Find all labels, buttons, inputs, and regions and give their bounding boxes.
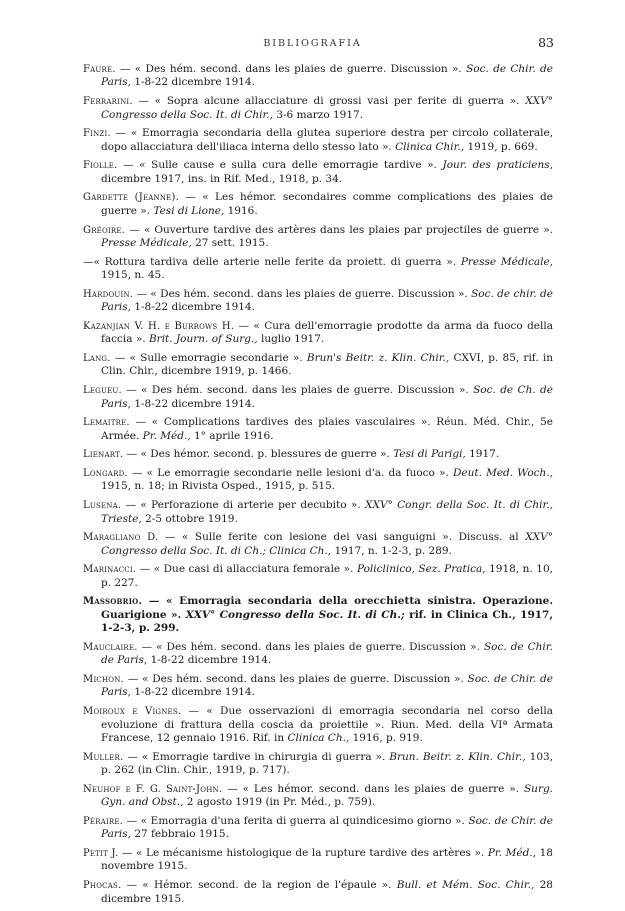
entry-source: Bull. et Mém. Soc. Chir.,	[396, 879, 535, 892]
entry-source: Deut. Med. Woch.,	[452, 467, 553, 480]
entry-details: 1917, n. 1-2-3, p. 289.	[334, 544, 452, 557]
entry-details: 1-8-22 dicembre 1914.	[150, 654, 272, 667]
entry-author: Lusena.	[83, 500, 122, 512]
entry-author: Massobrio.	[83, 596, 143, 608]
entry-details: 1-8-22 dicembre 1914.	[134, 301, 255, 314]
entry-details: CXVI, p. 85, rif. in Clin. Chir., dicembre 1919, p. 1466.	[101, 351, 553, 378]
entry-title: — « Hémor. second. de la region de l'épaule ».	[126, 879, 392, 892]
entry-details: 1-8-22 dicembre 1914.	[134, 397, 255, 410]
entry-author: Mauclaire.	[83, 641, 138, 653]
entry-source: Brun. Beitr. z. Klin. Chir.,	[389, 750, 526, 763]
bibliography-entry	[83, 531, 553, 558]
bibliography-entry	[83, 159, 553, 186]
entry-title: — « Des hém. second. dans les plaies de guerre. Discussion ».	[136, 287, 468, 300]
bibliography-entry	[83, 595, 553, 635]
entry-title: — « Des hém. second. dans les plaies de guerre. Discussion ».	[126, 384, 469, 397]
bibliography-entry	[83, 879, 553, 906]
entry-title: — « Perforazione di arterie per decubito ».	[125, 499, 361, 512]
entry-source: XXV° Congresso della Soc. It. di Chir.,	[101, 95, 553, 121]
entry-source: Soc. de Chir. de Paris,	[101, 63, 553, 89]
entry-details: 28 dicembre 1915.	[101, 879, 553, 905]
entry-details: 1915, n. 45.	[101, 269, 165, 282]
entry-details: 1-8-22 dicembre 1914.	[134, 686, 255, 699]
entry-source: Presse Médicale,	[101, 236, 192, 249]
entry-author: Maragliano D.	[83, 532, 159, 544]
entry-source: Clinica Chir.,	[395, 140, 465, 153]
entry-author: Petit J.	[83, 848, 119, 860]
bibliography-entry	[83, 499, 553, 526]
entry-source: XXV° Congr. della Soc. It. di Chir., Trieste,	[101, 499, 553, 525]
bibliography-entry	[83, 127, 553, 154]
entry-source: Tesi di Lione,	[153, 204, 225, 217]
entry-title: — « Emorragia secondaria della orecchietta sinistra. Operazione. Guarigione ».	[101, 595, 553, 621]
entry-source: Pr. Méd.,	[487, 847, 537, 860]
bibliography-entry	[83, 815, 553, 842]
entry-author: Legueu.	[83, 385, 122, 397]
entry-source: Jour. des praticiens,	[442, 159, 554, 172]
running-head: BIBLIOGRAFIA	[263, 38, 362, 49]
bibliography-entry	[83, 563, 553, 590]
entry-title: — « Des hém. second. dans les plaies de guerre. Discussion ».	[127, 673, 464, 686]
entry-title: — « Le mécanisme histologique de la rupture tardive des artères ».	[121, 847, 485, 860]
entry-author: Hardouin.	[83, 288, 134, 300]
entry-title: — « Complications tardives des plaies vasculaires ». Réun. Méd. Chir., 5e Armée.	[101, 416, 553, 442]
entry-title: — « Le emorragie secondarie nelle lesioni d'a. da fuoco ».	[132, 467, 449, 480]
entry-source: Presse Médicale,	[460, 255, 553, 268]
bibliography-entry	[83, 352, 553, 379]
entry-author: Gréoire.	[83, 224, 126, 236]
entry-details: 1916.	[227, 204, 258, 217]
entry-author: Kazanjian V. H. e Burrows H.	[83, 320, 235, 332]
entry-details: rif. in Clinica Ch., 1917, 1-2-3, p. 299.	[101, 608, 554, 635]
bibliography-entry	[83, 191, 553, 218]
entry-source: Soc. de Ch. de Paris,	[101, 384, 553, 410]
bibliography-list	[83, 63, 553, 911]
entry-details: dicembre 1917, ins. in Rif. Med., 1918, p. 34.	[101, 172, 343, 185]
bibliography-entry	[83, 467, 553, 494]
entry-details: 1-8-22 dicembre 1914.	[134, 76, 255, 89]
entry-author: Gardette (Jeanne).	[83, 192, 179, 204]
entry-title: — « Sulle ferite con lesione dei vasi sanguigni ». Discuss. al	[164, 531, 519, 544]
bibliography-entry	[83, 641, 553, 668]
entry-title: — « Ouverture tardive des artères dans les plaies par projectiles de guerre ».	[129, 223, 553, 236]
entry-details: luglio 1917.	[260, 333, 325, 346]
entry-details: 18 novembre 1915.	[101, 847, 553, 873]
entry-source: Brun's Beitr. z. Klin. Chir.,	[306, 351, 450, 364]
entry-author: Faure.	[83, 64, 116, 75]
bibliography-entry	[83, 95, 553, 122]
entry-details: 103, p. 262 (in Clin. Chir., 1919, p. 717).	[101, 750, 554, 777]
entry-details: 1915, n. 18; in Rivista Osped., 1915, p. 515.	[101, 480, 336, 493]
entry-details: 1918, n. 10, p. 227.	[101, 563, 553, 589]
bibliography-entry	[83, 847, 553, 874]
bibliography-entry	[83, 448, 553, 461]
entry-author: Lienart.	[83, 449, 124, 461]
entry-source: Brit. Journ. of Surg.,	[148, 333, 258, 346]
page-number: 83	[538, 35, 554, 50]
bibliography-entry	[83, 416, 553, 443]
entry-details: 2 agosto 1919 (in Pr. Méd., p. 759).	[186, 796, 376, 809]
entry-title: — « Emorragie tardive in chirurgia di guerra ».	[127, 750, 386, 763]
entry-author: Moiroux e Vignes.	[83, 706, 182, 718]
bibliography-entry	[83, 224, 553, 251]
entry-details: 27 sett. 1915.	[195, 236, 269, 249]
entry-details: 1° aprile 1916.	[193, 429, 274, 442]
entry-author: Marinacci.	[83, 564, 137, 576]
entry-title: — « Des hém. second. dans les plaies de guerre. Discussion ».	[141, 640, 480, 653]
entry-source: Surg. Gyn. and Obst.,	[101, 782, 554, 809]
entry-title: — « Due osservazioni di emorragia secondaria nel corso della evoluzione di frattura della coscia da proiettile ». Riun. Med. della VIª Armata Francese, 12 gennaio 1916. Rif. in	[101, 705, 553, 744]
bibliography-entry	[83, 384, 553, 411]
entry-source: Soc. de Chir. de Paris,	[101, 673, 553, 699]
entry-title: — « Emorragia d'una ferita di guerra al quindicesimo giorno ».	[126, 814, 465, 827]
entry-title: — « Les hémor. second. dans les plaies de guerre ».	[227, 782, 520, 795]
entry-source: Soc. de Chir. de Paris,	[101, 640, 553, 667]
entry-author: Neuhof e F. G. Saint-John.	[83, 783, 223, 795]
bibliography-entry	[83, 673, 553, 700]
entry-source: Soc. de Chir. de Paris,	[101, 814, 553, 841]
entry-details: 27 febbraio 1915.	[134, 828, 229, 841]
entry-title: — « Sopra alcune allacciature di grossi vasi per ferite di guerra ».	[138, 95, 520, 108]
bibliography-entry	[83, 705, 553, 745]
bibliography-entry	[83, 63, 553, 90]
entry-details: 1917.	[469, 448, 500, 461]
entry-details: 1919, p. 669.	[467, 140, 538, 153]
bibliography-entry	[83, 256, 553, 283]
entry-source: Soc. de chir. de Paris,	[101, 287, 553, 314]
entry-author: Lang.	[83, 352, 111, 364]
entry-title: —« Rottura tardiva delle arterie nelle ferite da proiett. di guerra ».	[83, 255, 457, 268]
entry-title: — « Sulle cause e sulla cura delle emorragie tardive ».	[123, 159, 437, 172]
entry-author: Ferrarini.	[83, 96, 133, 108]
entry-source: Tesi di Parigi,	[393, 448, 466, 461]
page-header	[0, 35, 625, 54]
entry-details: 1916, p. 919.	[352, 732, 423, 744]
entry-details: 2-5 ottobre 1919.	[145, 512, 238, 525]
entry-details: 3-6 marzo 1917.	[276, 108, 364, 121]
entry-author: Longard.	[83, 468, 128, 480]
entry-source: Clinica Ch.,	[287, 732, 350, 744]
entry-author: Lemaitre.	[83, 417, 130, 429]
entry-source: Policlinico, Sez. Pratica,	[356, 563, 486, 576]
entry-title: — « Des hémor. second. p. blessures de guerre ».	[126, 448, 390, 461]
entry-author: Muller.	[83, 751, 124, 763]
entry-title: — « Cura dell'emorragie prodotte da arma da fuoco della faccia ».	[101, 319, 553, 346]
bibliography-entry	[83, 288, 553, 315]
entry-author: Péraire.	[83, 815, 124, 827]
entry-author: Phocas.	[83, 880, 122, 892]
entry-source: XXV° Congresso della Soc. It. di Ch.;	[185, 608, 405, 621]
entry-title: — « Emorragia secondaria della glutea superiore destra per circolo collaterale, dopo allacciatura dell'iliaca interna dello stesso lato ».	[101, 127, 553, 153]
entry-title: — « Des hém. second. dans les plaies de guerre. Discussion ».	[119, 63, 462, 75]
entry-title: — « Les hémor. secondaires comme complications des plaies de guerre ».	[101, 191, 553, 217]
entry-author: Fiolle.	[83, 160, 118, 172]
entry-source: XXV° Congresso della Soc. It. di Ch.; Clinica Ch.,	[101, 531, 553, 557]
bibliography-entry	[83, 751, 553, 778]
entry-title: — « Sulle emorragie secondarie ».	[114, 351, 303, 364]
bibliography-entry	[83, 320, 553, 347]
entry-author: Finzi.	[83, 128, 111, 140]
entry-source: Pr. Méd.,	[142, 429, 191, 442]
bibliography-entry	[83, 783, 553, 810]
entry-author: Michon.	[83, 674, 124, 686]
entry-title: — « Due casi di allacciatura femorale ».	[139, 563, 354, 576]
